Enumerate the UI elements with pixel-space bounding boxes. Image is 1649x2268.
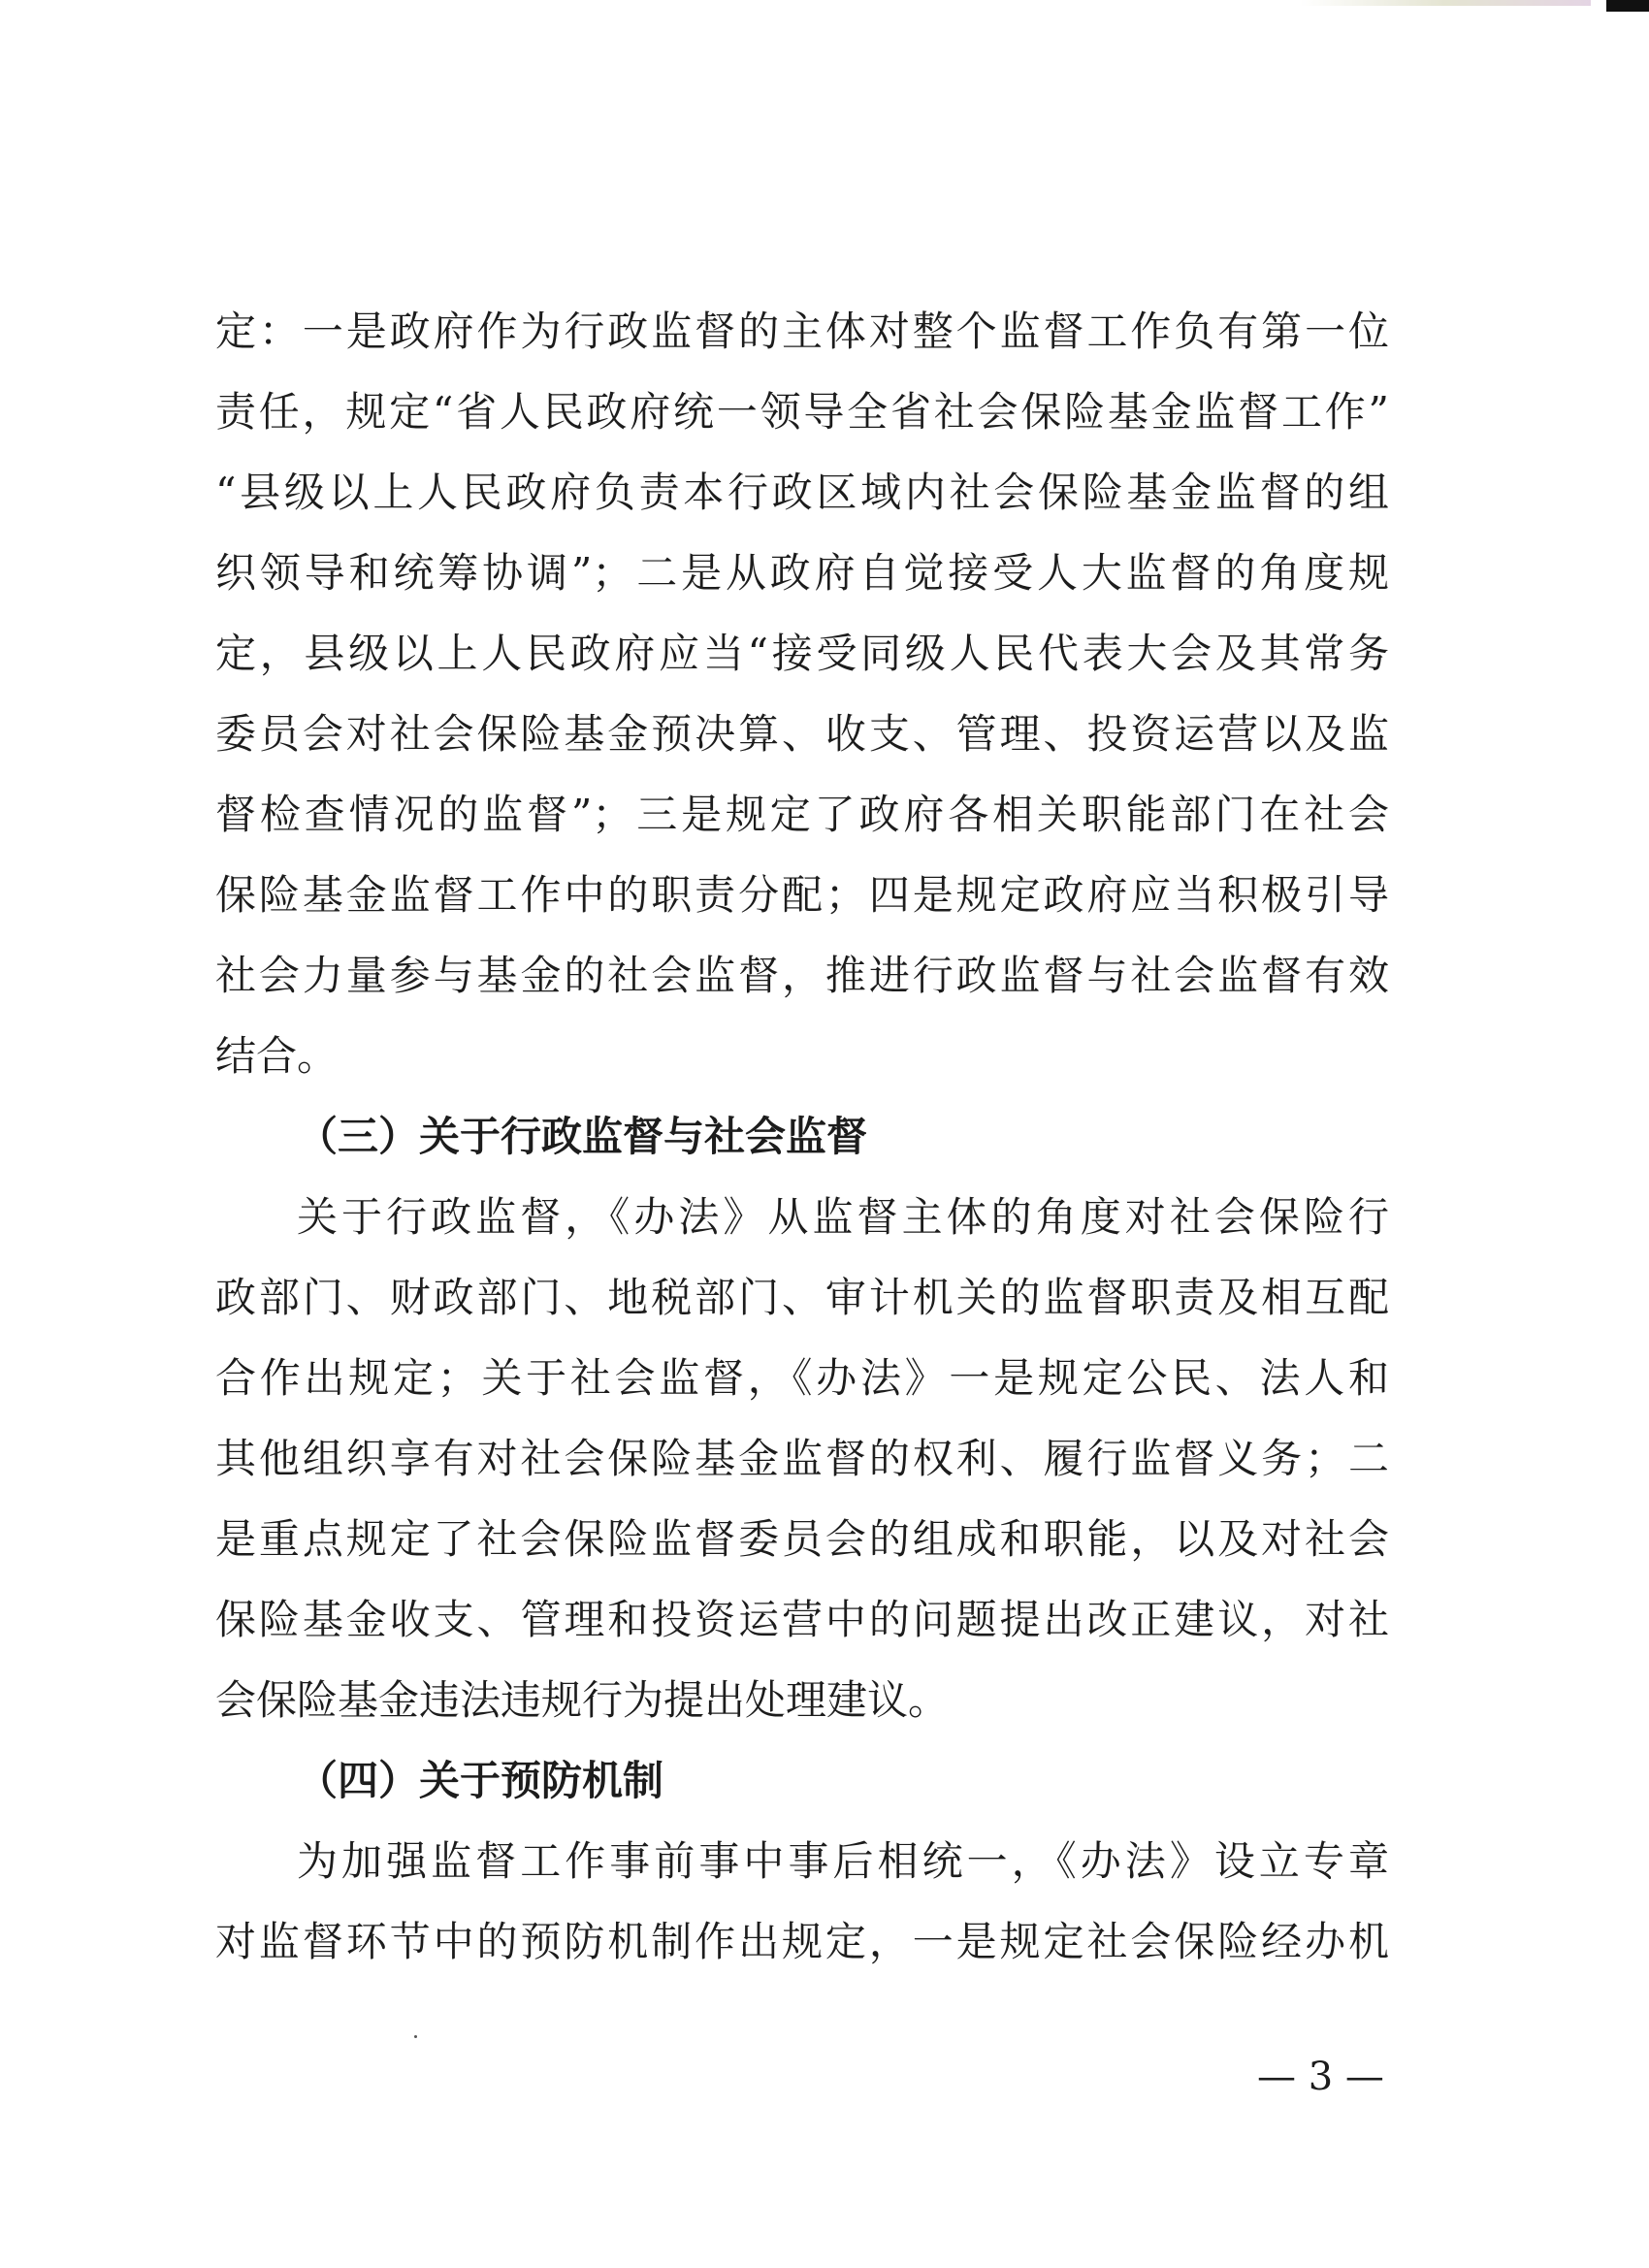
paragraph-1-line-5: 定，县级以上人民政府应当“接受同级人民代表大会及其常务 [215, 630, 1389, 677]
paragraph-1-line-2: 责任，规定“省人民政府统一领导全省社会保险基金监督工作” [215, 388, 1389, 436]
paragraph-1-line-4: 织领导和统筹协调”；二是从政府自觉接受人大监督的角度规 [215, 549, 1389, 597]
paragraph-1-line-8: 保险基金监督工作中的职责分配；四是规定政府应当积极引导 [215, 871, 1389, 919]
paragraph-1-line-9: 社会力量参与基金的社会监督，推进行政监督与社会监督有效 [215, 952, 1389, 999]
paragraph-2-line-4: 其他组织享有对社会保险基金监督的权利、履行监督义务；二 [215, 1435, 1389, 1482]
paragraph-1-line-6: 委员会对社会保险基金预决算、收支、管理、投资运营以及监 [215, 710, 1389, 758]
scan-edge-artifact [1300, 0, 1591, 6]
page-number: — 3 — [1257, 2055, 1384, 2099]
paragraph-3-line-2: 对监督环节中的预防机制作出规定，一是规定社会保险经办机 [215, 1918, 1389, 1965]
paragraph-1-line-1: 定：一是政府作为行政监督的主体对整个监督工作负有第一位 [215, 308, 1389, 355]
section-heading-3: （三）关于行政监督与社会监督 [297, 1113, 868, 1160]
paragraph-2-line-1: 关于行政监督，《办法》从监督主体的角度对社会保险行 [297, 1193, 1389, 1241]
scan-corner-mark [1606, 0, 1649, 12]
paragraph-2-line-2: 政部门、财政部门、地税部门、审计机关的监督职责及相互配 [215, 1274, 1389, 1321]
body-text [215, 291, 1389, 1982]
scan-speck [414, 2035, 417, 2038]
paragraph-2-line-3: 合作出规定；关于社会监督，《办法》一是规定公民、法人和 [215, 1354, 1389, 1402]
paragraph-3-line-1: 为加强监督工作事前事中事后相统一，《办法》设立专章 [297, 1837, 1389, 1885]
paragraph-1-line-7: 督检查情况的监督”；三是规定了政府各相关职能部门在社会 [215, 791, 1389, 838]
paragraph-2-line-6: 保险基金收支、管理和投资运营中的问题提出改正建议，对社 [215, 1596, 1389, 1643]
paragraph-1-line-10: 结合。 [215, 1032, 339, 1080]
paragraph-2-line-7: 会保险基金违法违规行为提出处理建议。 [215, 1676, 950, 1724]
paragraph-1-line-3: “县级以上人民政府负责本行政区域内社会保险基金监督的组 [215, 469, 1389, 516]
section-heading-4: （四）关于预防机制 [297, 1757, 664, 1804]
paragraph-2-line-5: 是重点规定了社会保险监督委员会的组成和职能，以及对社会 [215, 1515, 1389, 1563]
